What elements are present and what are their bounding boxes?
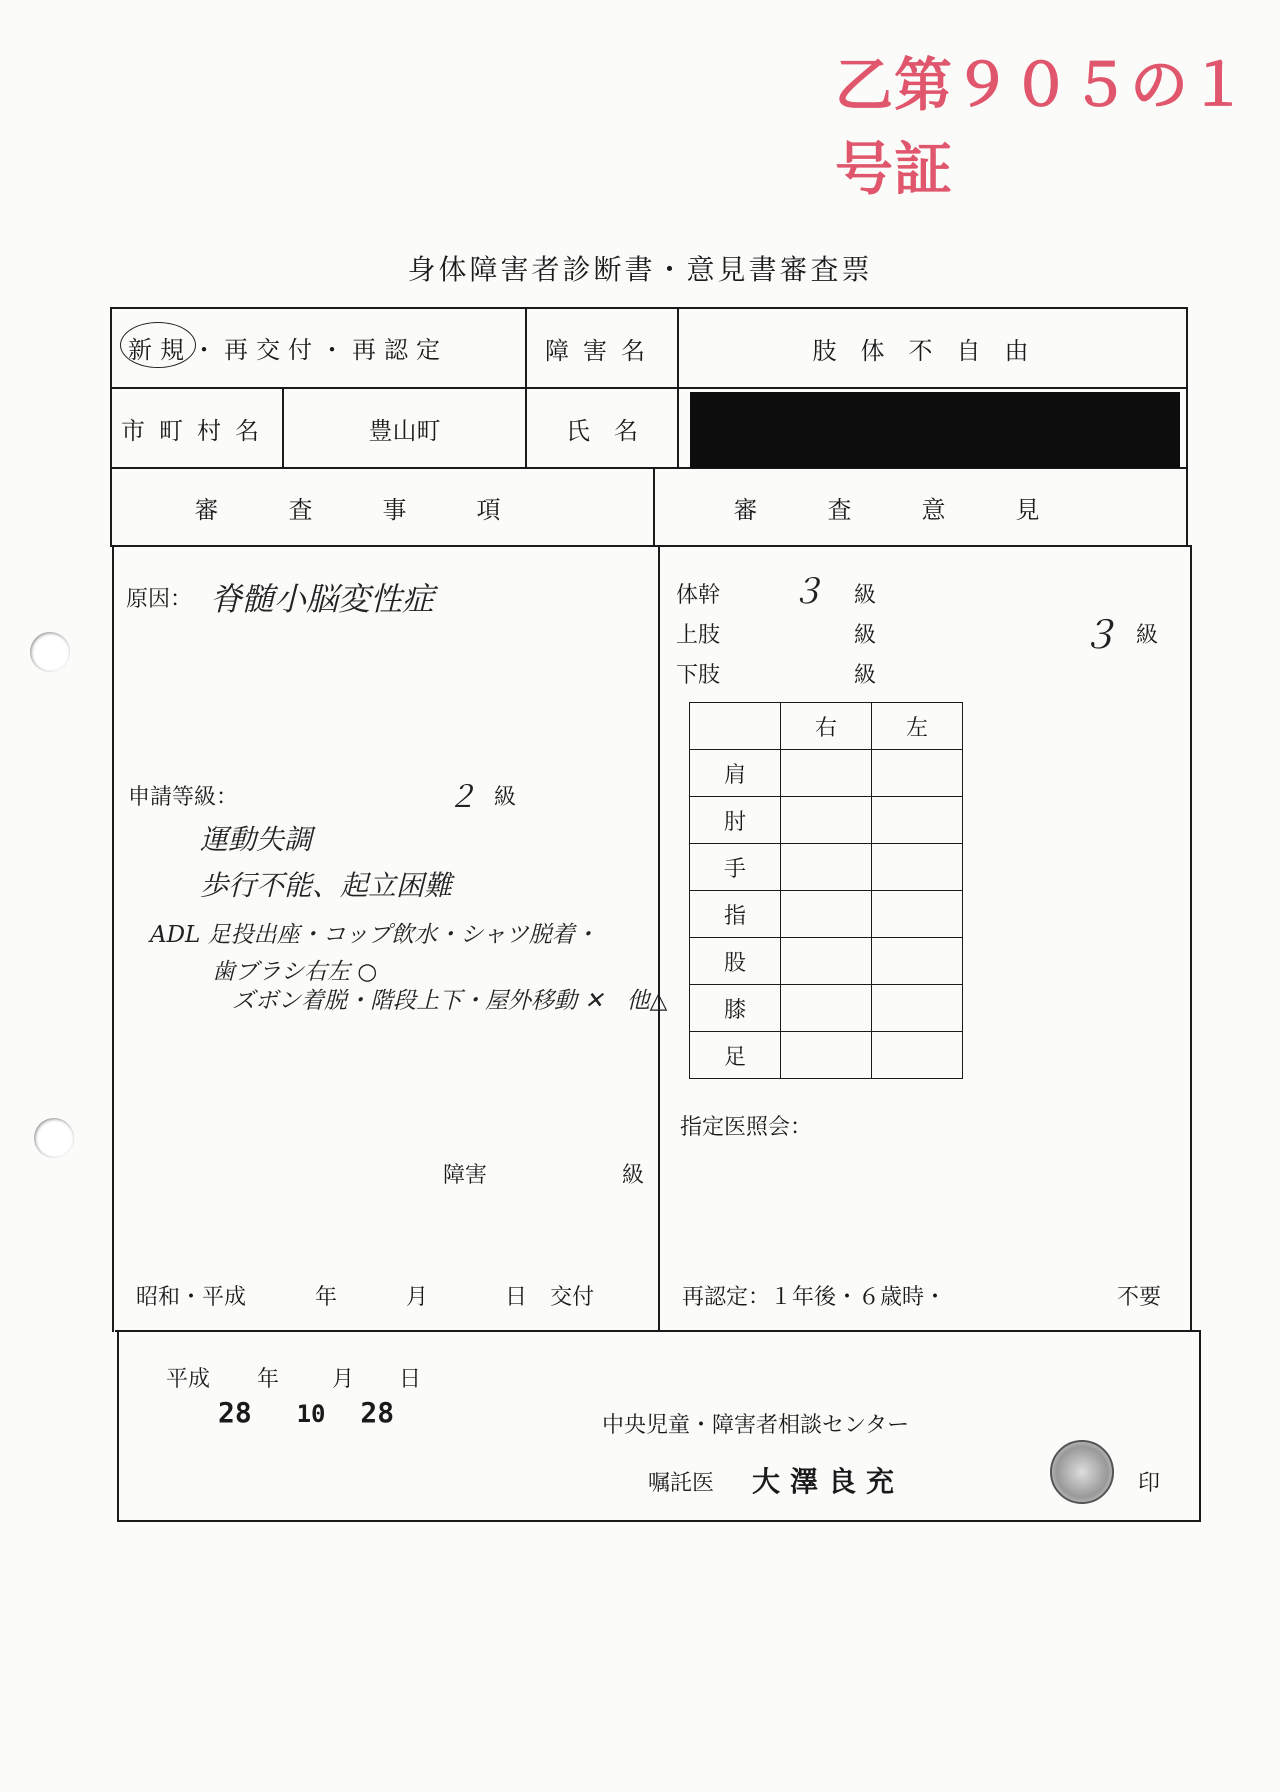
page-title: 身体障害者診断書・意見書審査票 bbox=[407, 253, 873, 286]
municipality-value: 豊山町 bbox=[368, 416, 441, 445]
joint-elbow: 肘 bbox=[690, 797, 781, 844]
applied-grade-unit: 級 bbox=[494, 785, 517, 810]
joint-shoulder: 肩 bbox=[690, 750, 781, 797]
disability-grade-label: 障害 bbox=[443, 1163, 488, 1188]
issue-year-label: 年 bbox=[315, 1285, 338, 1310]
footer-era: 平成 bbox=[166, 1367, 211, 1392]
trunk-grade-value: ３ bbox=[790, 572, 824, 612]
table-row bbox=[690, 797, 963, 844]
footer-day: 28 bbox=[360, 1396, 395, 1429]
trunk-grade-unit: 級 bbox=[854, 583, 877, 608]
table-row bbox=[690, 938, 963, 985]
seal-label: 印 bbox=[1138, 1471, 1161, 1496]
issue-era: 昭和・平成 bbox=[136, 1285, 247, 1310]
designated-doctor-inquiry: 指定医照会： bbox=[680, 1115, 813, 1140]
note-line-5: ズボン着脱・階段上下・屋外移動 ✕ 他△ bbox=[232, 988, 668, 1014]
note-line-3: ADL 足投出座・コップ飲水・シャツ脱着・ bbox=[150, 922, 598, 948]
type-new-option: 新規 bbox=[128, 336, 192, 364]
disability-name-value: 肢体不自由 bbox=[812, 336, 1053, 365]
upper-limb-label: 上肢 bbox=[676, 623, 721, 648]
note-line-1: 運動失調 bbox=[200, 823, 313, 856]
reexam-options: 再認定：１年後・６歳時・ bbox=[682, 1285, 947, 1310]
total-grade-value: ３ bbox=[1080, 613, 1119, 657]
joint-knee: 膝 bbox=[690, 985, 781, 1032]
joint-table bbox=[689, 702, 963, 1079]
issue-day-label: 日 bbox=[505, 1285, 528, 1310]
joint-hand: 手 bbox=[690, 844, 781, 891]
footer-month-label: 月 bbox=[332, 1367, 355, 1392]
footer-date-labels bbox=[166, 1362, 421, 1393]
patient-name-label: 氏 名 bbox=[566, 416, 638, 445]
doctor-name: 大澤良充 bbox=[752, 1465, 905, 1498]
disability-grade-unit: 級 bbox=[622, 1163, 645, 1188]
table-row bbox=[690, 891, 963, 938]
table-row bbox=[690, 844, 963, 891]
issue-date-row bbox=[136, 1280, 594, 1311]
issue-label: 交付 bbox=[550, 1285, 595, 1310]
applied-grade-label: 申請等級： bbox=[128, 785, 239, 810]
type-other-options: ・再交付・再認定 bbox=[192, 336, 448, 364]
review-items-header: 審査事項 bbox=[194, 495, 571, 524]
reexam-not-needed: 不要 bbox=[1117, 1285, 1162, 1310]
joint-finger: 指 bbox=[690, 891, 781, 938]
footer-month: 10 bbox=[296, 1400, 326, 1428]
footer-day-label: 日 bbox=[399, 1367, 422, 1392]
punch-hole-top bbox=[30, 632, 70, 672]
table-row bbox=[690, 750, 963, 797]
cause-value: 脊髄小脳変性症 bbox=[210, 580, 435, 618]
table-row bbox=[690, 985, 963, 1032]
footer-year: 28 bbox=[218, 1396, 252, 1429]
lower-limb-label: 下肢 bbox=[676, 663, 721, 688]
upper-limb-grade-unit: 級 bbox=[854, 623, 877, 648]
table-row bbox=[690, 703, 963, 750]
doctor-label: 嘱託医 bbox=[648, 1471, 715, 1496]
doctor-seal-icon bbox=[1050, 1440, 1114, 1504]
applied-grade-value: ２ bbox=[447, 780, 477, 815]
joint-hip: 股 bbox=[690, 938, 781, 985]
redacted-patient-name bbox=[690, 392, 1180, 468]
punch-hole-bottom bbox=[34, 1118, 74, 1158]
lower-limb-grade-unit: 級 bbox=[854, 663, 877, 688]
footer-year-label: 年 bbox=[257, 1367, 280, 1392]
exhibit-stamp: 乙第９０５の１号証 bbox=[835, 51, 1249, 203]
joint-foot: 足 bbox=[690, 1032, 781, 1079]
review-opinion-header: 審査意見 bbox=[733, 495, 1110, 524]
issue-month-label: 月 bbox=[406, 1285, 429, 1310]
footer-date-values bbox=[218, 1396, 394, 1429]
trunk-label: 体幹 bbox=[676, 583, 721, 608]
total-grade-unit: 級 bbox=[1136, 623, 1159, 648]
joint-header-left: 左 bbox=[872, 703, 963, 750]
note-line-2: 歩行不能、起立困難 bbox=[200, 869, 453, 902]
joint-header-right: 右 bbox=[781, 703, 872, 750]
municipality-label: 市町村名 bbox=[121, 416, 273, 445]
cause-label: 原因： bbox=[126, 587, 193, 612]
disability-name-label: 障害名 bbox=[545, 336, 659, 365]
center-name: 中央児童・障害者相談センター bbox=[602, 1413, 910, 1438]
note-line-4: 歯ブラシ右左 ○ bbox=[212, 959, 378, 985]
table-row bbox=[690, 1032, 963, 1079]
selected-new-circle bbox=[120, 322, 196, 368]
